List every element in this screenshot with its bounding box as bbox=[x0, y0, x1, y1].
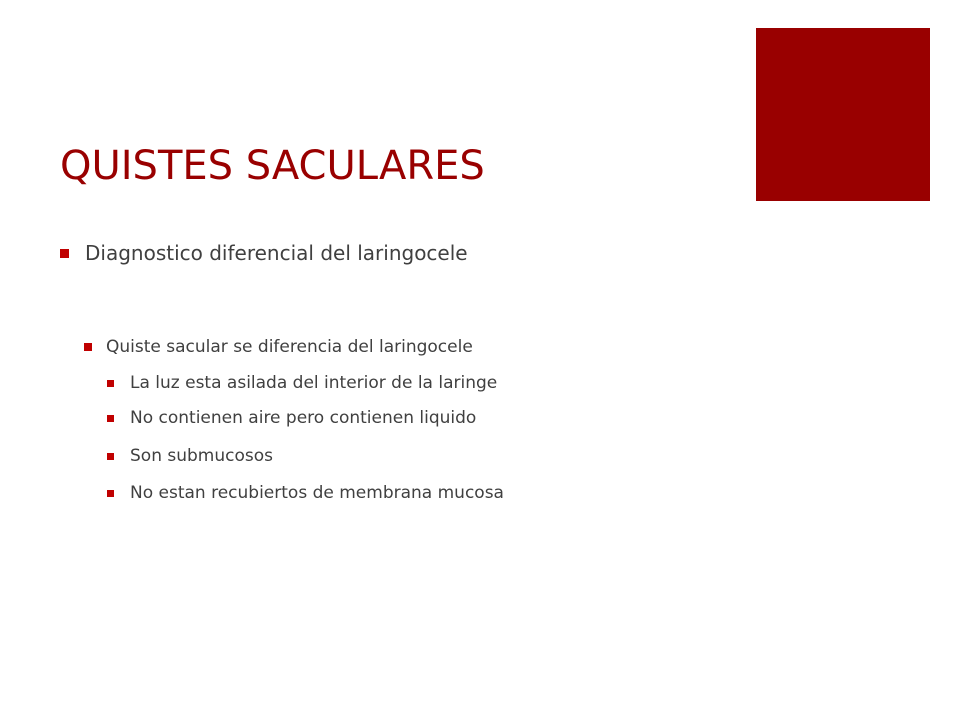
accent-block bbox=[756, 28, 930, 201]
bullet-square-icon bbox=[107, 490, 114, 497]
sub-sub-bullet-item bbox=[107, 441, 273, 471]
bullet-item bbox=[60, 236, 468, 270]
sub-sub-bullet-item bbox=[107, 478, 504, 508]
bullet-text: No estan recubiertos de membrana mucosa bbox=[130, 483, 504, 503]
slide-title: QUISTES SACULARES bbox=[60, 143, 485, 189]
sub-bullet-item bbox=[84, 332, 473, 362]
sub-sub-bullet-item bbox=[107, 403, 476, 433]
bullet-text: No contienen aire pero contienen liquido bbox=[130, 408, 477, 428]
bullet-text: Son submucosos bbox=[130, 446, 273, 466]
bullet-text: La luz esta asilada del interior de la laringe bbox=[130, 373, 498, 393]
bullet-text: Quiste sacular se diferencia del laringocele bbox=[106, 337, 473, 357]
bullet-square-icon bbox=[84, 343, 92, 351]
bullet-text: Diagnostico diferencial del laringocele bbox=[85, 241, 468, 265]
bullet-square-icon bbox=[107, 415, 114, 422]
sub-sub-bullet-item bbox=[107, 368, 497, 398]
bullet-square-icon bbox=[107, 380, 114, 387]
bullet-square-icon bbox=[60, 249, 69, 258]
bullet-square-icon bbox=[107, 453, 114, 460]
